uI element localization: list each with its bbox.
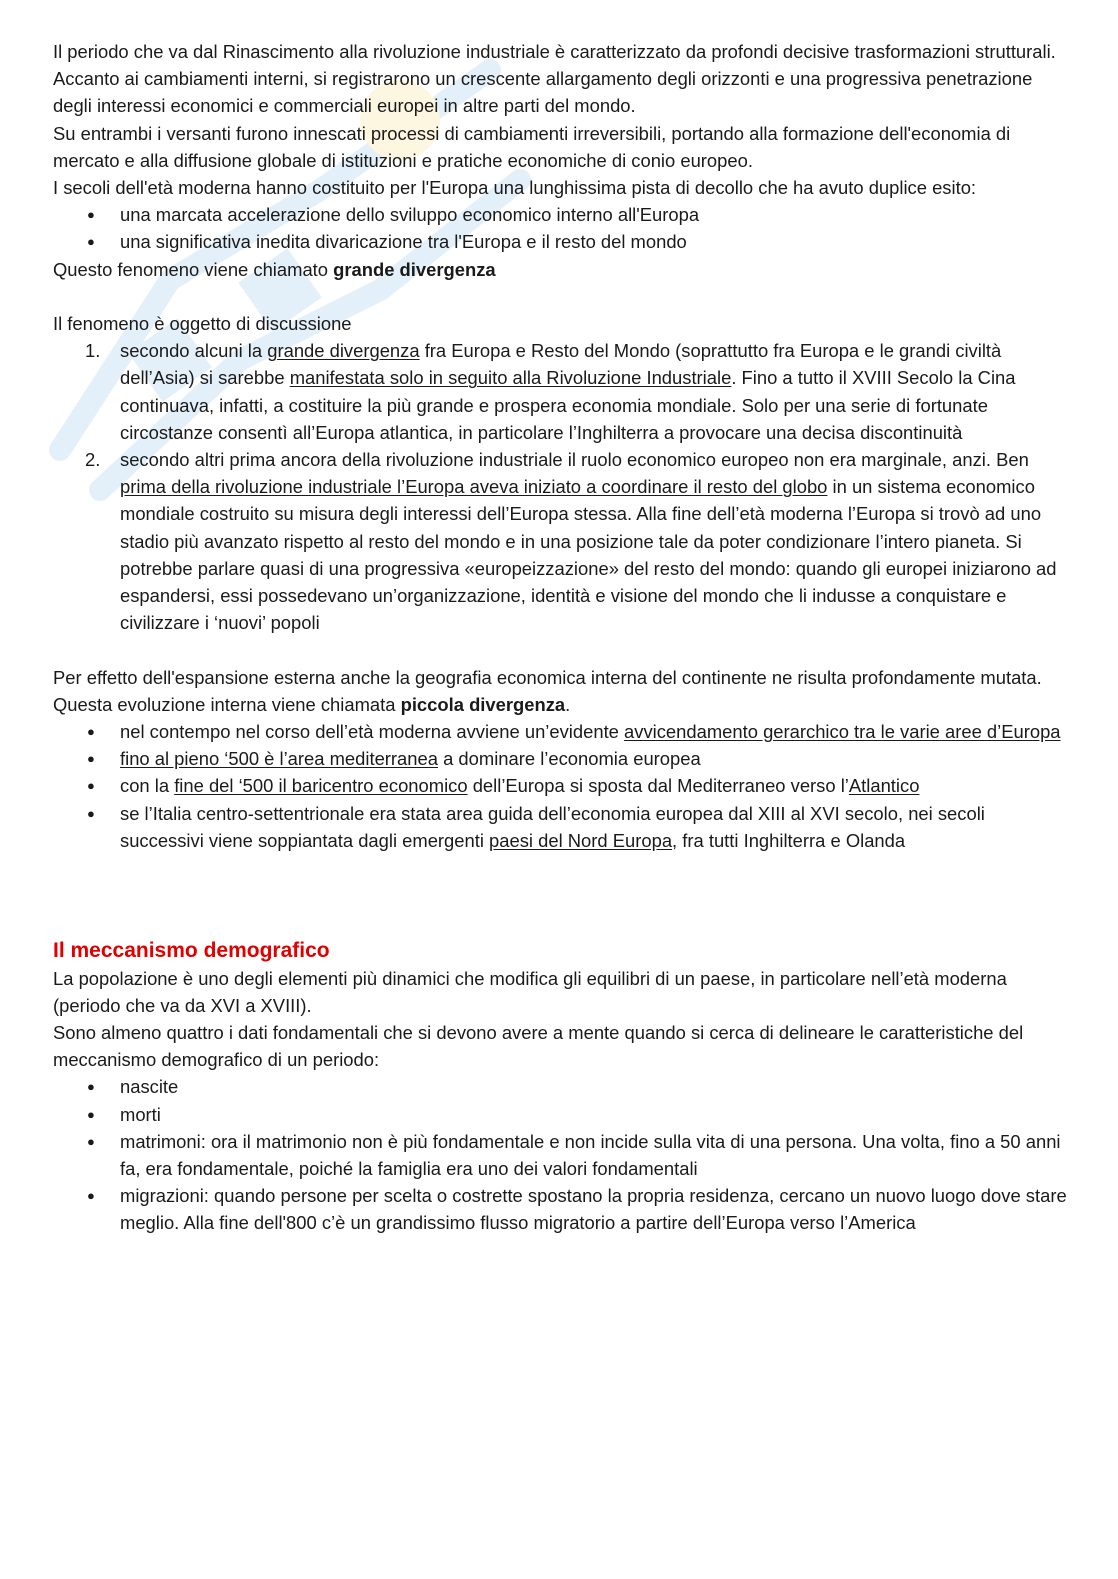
- paragraph: Su entrambi i versanti furono innescati processi di cambiamenti irreversibili, portando alla formazione dell'economia di mercato e alla diffusione globale di istituzioni e pratiche economiche di conio europeo.: [53, 122, 1011, 171]
- list-item: ● una significativa inedita divaricazione tra l'Europa e il resto del mondo: [53, 228, 1073, 255]
- list-item: 2. secondo altri prima ancora della rivoluzione industriale il ruolo economico europeo non era marginale, anzi. Ben prima della rivoluzione industriale l’Europa aveva iniziato a coordinare il resto del globo in un sistema economico mondiale costruito su misura degli interessi dell’Europa stessa. Alla fine dell’età moderna l’Europa si trovò ad uno stadio più avanzato rispetto al resto del mondo e in una posizione tale da poter condizionare l’intero pianeta. Si potrebbe parlare quasi di una progressiva «europeizzazione» del resto del mondo: quando gli europei iniziarono ad espandersi, essi possedevano un’organizzazione, identità e visione del mondo che li indusse a conquistare e civilizzare i ‘nuovi’ popoli: [53, 446, 1073, 636]
- paragraph: Il fenomeno è oggetto di discussione: [53, 313, 352, 335]
- list-item: ● morti: [53, 1101, 1073, 1128]
- list-item: ● nel contempo nel corso dell’età moderna avviene un’evidente avvicendamento gerarchico tra le varie aree d’Europa: [53, 718, 1073, 745]
- paragraph: Per effetto dell'espansione esterna anche la geografia economica interna del continente ne risulta profondamente mutata. Questa evoluzione interna viene chiamata piccola divergenza.: [53, 666, 1042, 715]
- list-item: ● nascite: [53, 1073, 1073, 1100]
- list-item: ● se l’Italia centro-settentrionale era stata area guida dell’economia europea dal XIII al XVI secolo, nei secoli successivi viene soppiantata dagli emergenti paesi del Nord Europa, fra tutti Inghilterra e Olanda: [53, 800, 1073, 854]
- bullet-list: [53, 718, 1073, 854]
- list-item: ● fino al pieno ‘500 è l’area mediterranea a dominare l’economia europea: [53, 745, 1073, 772]
- list-number: 1.: [85, 340, 101, 362]
- paragraph: I secoli dell'età moderna hanno costituito per l'Europa una lunghissima pista di decollo che ha avuto duplice esito:: [53, 177, 977, 199]
- section-heading: Il meccanismo demografico: [53, 938, 330, 962]
- list-item: ● con la fine del ‘500 il baricentro economico dell’Europa si sposta dal Mediterraneo verso l’Atlantico: [53, 772, 1073, 799]
- bullet-list: [53, 1073, 1073, 1236]
- list-item: ● matrimoni: ora il matrimonio non è più fondamentale e non incide sulla vita di una persona. Una volta, fino a 50 anni fa, era fondamentale, poiché la famiglia era uno dei valori fondamentali: [53, 1128, 1073, 1182]
- bullet-list: [53, 201, 1073, 255]
- paragraph: La popolazione è uno degli elementi più dinamici che modifica gli equilibri di un paese, in particolare nell’età moderna (periodo che va da XVI a XVIII).: [53, 967, 1007, 1016]
- list-item: ● migrazioni: quando persone per scelta o costrette spostano la propria residenza, cercano un nuovo luogo dove stare meglio. Alla fine dell'800 c’è un grandissimo flusso migratorio a partire dell’Europa verso l’America: [53, 1182, 1073, 1236]
- paragraph: Sono almeno quattro i dati fondamentali che si devono avere a mente quando si cerca di delineare le caratteristiche del meccanismo demografico di un periodo:: [53, 1022, 1024, 1071]
- paragraph: Il periodo che va dal Rinascimento alla rivoluzione industriale è caratterizzato da profondi decisive trasformazioni strutturali. Accanto ai cambiamenti interni, si registrarono un crescente allargamento degli orizzonti e una progressiva penetrazione degli interessi economici e commerciali europei in altre parti del mondo.: [53, 41, 1056, 117]
- bold-term: piccola divergenza: [400, 693, 566, 715]
- document-page: [53, 38, 1073, 1237]
- list-number: 2.: [85, 449, 101, 471]
- list-item: ● una marcata accelerazione dello sviluppo economico interno all'Europa: [53, 201, 1073, 228]
- list-item: 1. secondo alcuni la grande divergenza fra Europa e Resto del Mondo (soprattutto fra Europa e le grandi civiltà dell’Asia) si sarebbe manifestata solo in seguito alla Rivoluzione Industriale. Fino a tutto il XVIII Secolo la Cina continuava, infatti, a costituire la più grande e prospera economia mondiale. Solo per una serie di fortunate circostanze consentì all’Europa atlantica, in particolare l’Inghilterra a provocare una decisa discontinuità: [53, 337, 1073, 446]
- numbered-list: [53, 337, 1073, 636]
- bold-term: grande divergenza: [333, 258, 496, 280]
- paragraph: Questo fenomeno viene chiamato grande divergenza: [53, 258, 496, 280]
